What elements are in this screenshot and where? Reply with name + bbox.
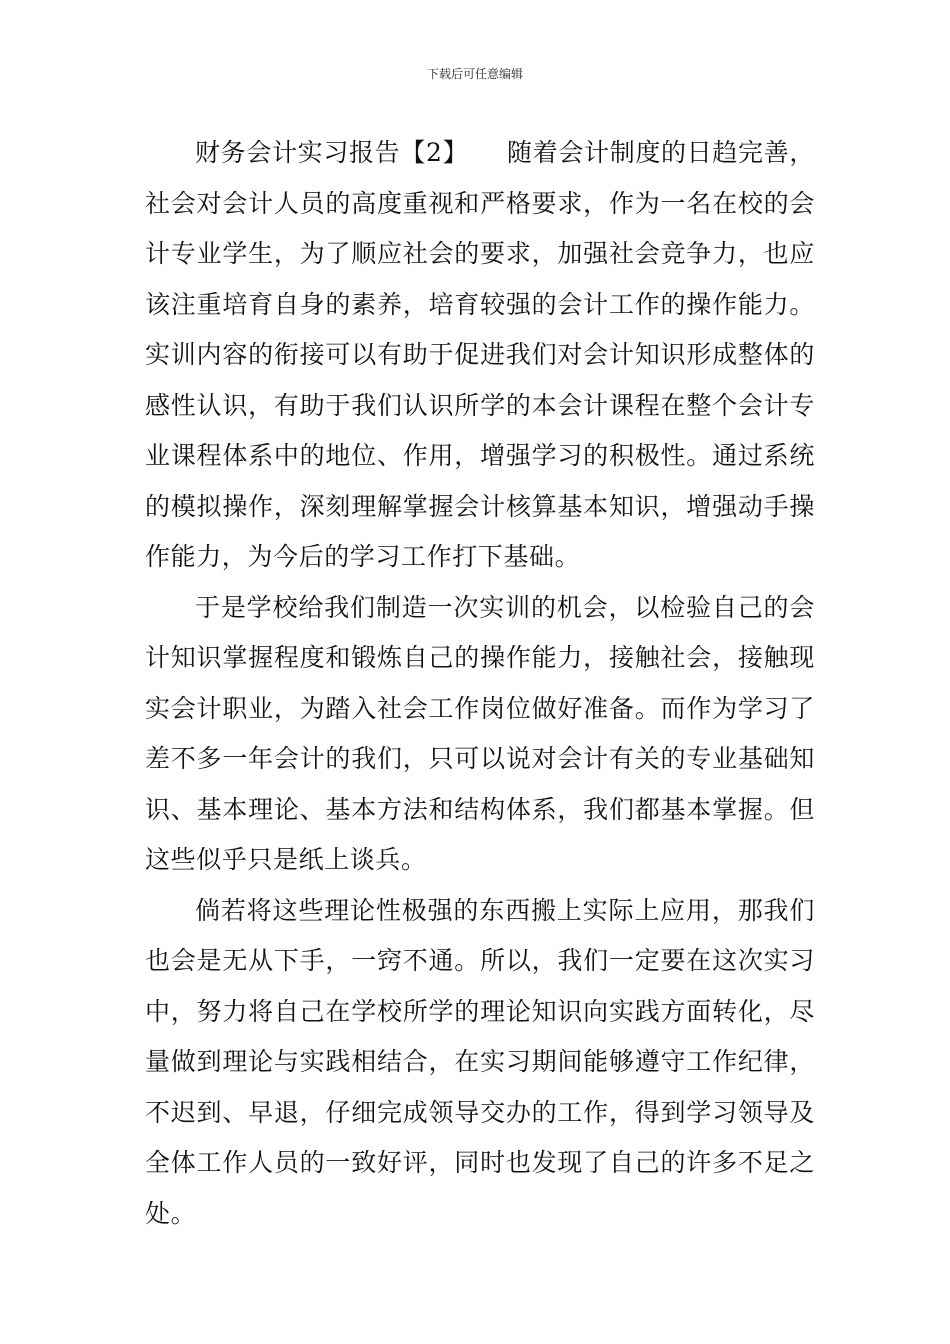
- paragraph-1: 财务会计实习报告【2】 随着会计制度的日趋完善，社会对会计人员的高度重视和严格要求，作为一名在校的会计专业学生，为了顺应社会的要求，加强社会竞争力，也应该注重培育自身的素养，培育较强的会计工作的操作能力。实训内容的衔接可以有助于促进我们对会计知识形成整体的感性认识，有助于我们认识所学的本会计课程在整个会计专业课程体系中的地位、作用，增强学习的积极性。通过系统的模拟操作，深刻理解掌握会计核算基本知识，增强动手操作能力，为今后的学习工作打下基础。: [145, 138, 815, 571]
- paragraph-3: 倘若将这些理论性极强的东西搬上实际上应用，那我们也会是无从下手，一窍不通。所以，我们一定要在这次实习中，努力将自己在学校所学的理论知识向实践方面转化，尽量做到理论与实践相结合，在实习期间能够遵守工作纪律，不迟到、早退，仔细完成领导交办的工作，得到学习领导及全体工作人员的一致好评，同时也发现了自己的许多不足之处。: [145, 895, 815, 1228]
- paragraph-2: 于是学校给我们制造一次实训的机会，以检验自己的会计知识掌握程度和锻炼自己的操作能力，接触社会，接触现实会计职业，为踏入社会工作岗位做好准备。而作为学习了差不多一年会计的我们，只可以说对会计有关的专业基础知识、基本理论、基本方法和结构体系，我们都基本掌握。但这些似乎只是纸上谈兵。: [145, 592, 815, 874]
- document-body: [145, 128, 815, 1239]
- page-header: 下载后可任意编辑: [426, 67, 523, 81]
